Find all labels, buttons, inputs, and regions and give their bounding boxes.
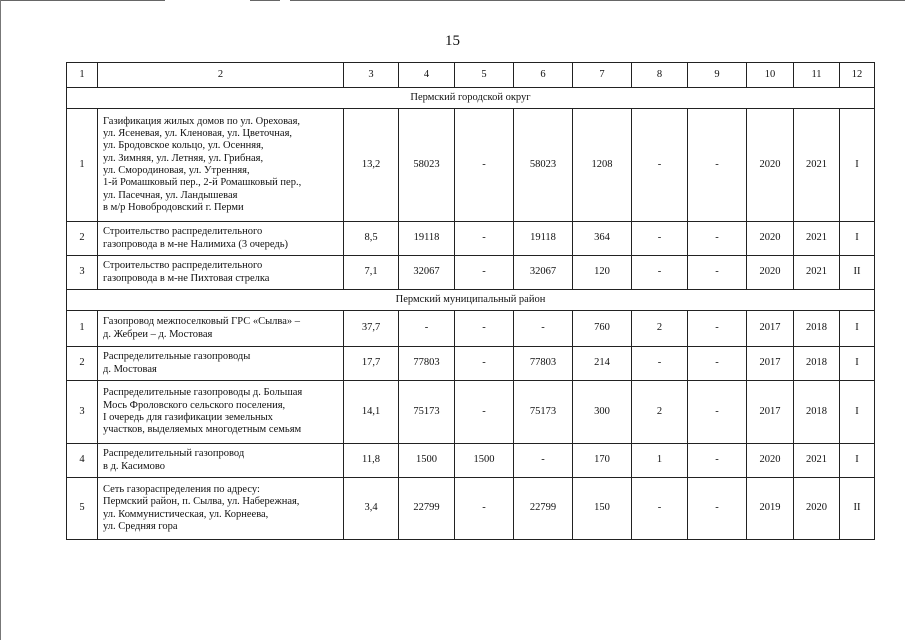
table-row xyxy=(67,311,875,347)
table-cell: - xyxy=(455,347,514,381)
table-cell: - xyxy=(688,109,747,222)
column-header: 4 xyxy=(399,63,455,88)
table-cell: - xyxy=(455,381,514,444)
table-cell: 2018 xyxy=(794,347,840,381)
table-cell: 2020 xyxy=(794,478,840,540)
table-cell: 2017 xyxy=(747,311,794,347)
table-cell: - xyxy=(632,478,688,540)
table-cell: 2018 xyxy=(794,381,840,444)
section-header-row xyxy=(67,290,875,311)
table-cell: I xyxy=(840,222,875,256)
table-cell: II xyxy=(840,256,875,290)
table-cell: 2021 xyxy=(794,109,840,222)
data-table xyxy=(66,62,875,540)
table-cell: 2020 xyxy=(747,444,794,478)
table-cell: - xyxy=(632,222,688,256)
table-row xyxy=(67,381,875,444)
object-description-cell: Газификация жилых домов по ул. Ореховая, ул. Ясеневая, ул. Кленовая, ул. Цветочная, ул. Бродовское кольцо, ул. Осенняя, ул. Зимняя, ул. Летняя, ул. Грибная, ул. Смородиновая, ул. Утренняя, 1-й Ромашковый пер., 2-й Ромашковый пер., ул. Пасечная, ул. Ландышевая в м/р Новобродовский г. Перми xyxy=(98,109,344,222)
scan-edge-left xyxy=(0,0,1,640)
table-cell: - xyxy=(632,256,688,290)
table-cell: - xyxy=(632,109,688,222)
object-description-cell: Распределительные газопроводы д. Мостовая xyxy=(98,347,344,381)
table-cell: 5 xyxy=(67,478,98,540)
table-cell: 3 xyxy=(67,381,98,444)
table-cell: - xyxy=(455,222,514,256)
section-title: Пермский городской округ xyxy=(67,88,875,109)
table-cell: - xyxy=(455,109,514,222)
column-header: 9 xyxy=(688,63,747,88)
table-cell: 2018 xyxy=(794,311,840,347)
table-cell: 17,7 xyxy=(344,347,399,381)
table-cell: 3,4 xyxy=(344,478,399,540)
table-cell: 1 xyxy=(632,444,688,478)
column-header: 3 xyxy=(344,63,399,88)
table-cell: 2020 xyxy=(747,222,794,256)
table-cell: 2 xyxy=(67,222,98,256)
column-header: 5 xyxy=(455,63,514,88)
table-cell: 19118 xyxy=(399,222,455,256)
table-cell: - xyxy=(688,222,747,256)
table-cell: 2017 xyxy=(747,381,794,444)
table-cell: 77803 xyxy=(514,347,573,381)
column-header: 10 xyxy=(747,63,794,88)
table-cell: 3 xyxy=(67,256,98,290)
table-cell: 2 xyxy=(632,311,688,347)
table-cell: - xyxy=(688,311,747,347)
table-cell: - xyxy=(455,256,514,290)
table-cell: 760 xyxy=(573,311,632,347)
table-cell: 4 xyxy=(67,444,98,478)
table-cell: 364 xyxy=(573,222,632,256)
table-cell: 2017 xyxy=(747,347,794,381)
table-cell: 13,2 xyxy=(344,109,399,222)
table-cell: - xyxy=(399,311,455,347)
table-cell: 11,8 xyxy=(344,444,399,478)
column-header: 6 xyxy=(514,63,573,88)
column-header: 1 xyxy=(67,63,98,88)
section-title: Пермский муниципальный район xyxy=(67,290,875,311)
table-cell: - xyxy=(514,444,573,478)
table-cell: II xyxy=(840,478,875,540)
table-row xyxy=(67,478,875,540)
object-description-cell: Газопровод межпоселковый ГРС «Сылва» – д. Жебреи – д. Мостовая xyxy=(98,311,344,347)
table-cell: 2 xyxy=(632,381,688,444)
table-cell: 75173 xyxy=(399,381,455,444)
table-cell: 2021 xyxy=(794,222,840,256)
table-cell: 22799 xyxy=(399,478,455,540)
object-description-cell: Сеть газораспределения по адресу: Пермский район, п. Сылва, ул. Набережная, ул. Коммунистическая, ул. Корнеева, ул. Средняя гора xyxy=(98,478,344,540)
table-cell: I xyxy=(840,311,875,347)
table-cell: I xyxy=(840,381,875,444)
table-cell: 214 xyxy=(573,347,632,381)
table-cell: - xyxy=(455,478,514,540)
table-cell: 2021 xyxy=(794,444,840,478)
table-cell: 19118 xyxy=(514,222,573,256)
column-header: 12 xyxy=(840,63,875,88)
table-cell: 170 xyxy=(573,444,632,478)
table-row xyxy=(67,222,875,256)
table-cell: 150 xyxy=(573,478,632,540)
table-row xyxy=(67,347,875,381)
table-cell: - xyxy=(688,381,747,444)
table-row xyxy=(67,444,875,478)
column-header: 7 xyxy=(573,63,632,88)
page-number: 15 xyxy=(445,33,460,49)
table-cell: 7,1 xyxy=(344,256,399,290)
section-header-row xyxy=(67,88,875,109)
table-cell: 1500 xyxy=(455,444,514,478)
object-description-cell: Распределительные газопроводы д. Большая Мось Фроловского сельского поселения, I очередь для газификации земельных участков, выделяемых многодетным семьям xyxy=(98,381,344,444)
table-cell: 14,1 xyxy=(344,381,399,444)
scan-edge-top xyxy=(0,0,905,3)
column-header-row xyxy=(67,63,875,88)
table-cell: 32067 xyxy=(399,256,455,290)
object-description-cell: Строительство распределительного газопровода в м-не Пихтовая стрелка xyxy=(98,256,344,290)
table-cell: I xyxy=(840,347,875,381)
table-cell: - xyxy=(455,311,514,347)
table-cell: I xyxy=(840,109,875,222)
table-cell: 2020 xyxy=(747,256,794,290)
column-header: 2 xyxy=(98,63,344,88)
table-cell: - xyxy=(688,478,747,540)
table-cell: 300 xyxy=(573,381,632,444)
table-cell: - xyxy=(632,347,688,381)
table-cell: 1208 xyxy=(573,109,632,222)
table-cell: - xyxy=(514,311,573,347)
table-cell: 58023 xyxy=(514,109,573,222)
table-cell: 75173 xyxy=(514,381,573,444)
table-cell: 2019 xyxy=(747,478,794,540)
table-cell: 2021 xyxy=(794,256,840,290)
table-cell: 37,7 xyxy=(344,311,399,347)
table-cell: 32067 xyxy=(514,256,573,290)
table-cell: 1 xyxy=(67,311,98,347)
table-cell: 8,5 xyxy=(344,222,399,256)
table-cell: 120 xyxy=(573,256,632,290)
table-cell: 1 xyxy=(67,109,98,222)
table-row xyxy=(67,109,875,222)
column-header: 11 xyxy=(794,63,840,88)
object-description-cell: Строительство распределительного газопровода в м-не Налимиха (3 очередь) xyxy=(98,222,344,256)
object-description-cell: Распределительный газопровод в д. Касимово xyxy=(98,444,344,478)
column-header: 8 xyxy=(632,63,688,88)
table-cell: 22799 xyxy=(514,478,573,540)
table-cell: - xyxy=(688,256,747,290)
table-cell: - xyxy=(688,347,747,381)
table-cell: 1500 xyxy=(399,444,455,478)
table-row xyxy=(67,256,875,290)
table-cell: - xyxy=(688,444,747,478)
table-cell: 2020 xyxy=(747,109,794,222)
table-cell: 58023 xyxy=(399,109,455,222)
table-cell: 77803 xyxy=(399,347,455,381)
table-cell: 2 xyxy=(67,347,98,381)
table-cell: I xyxy=(840,444,875,478)
